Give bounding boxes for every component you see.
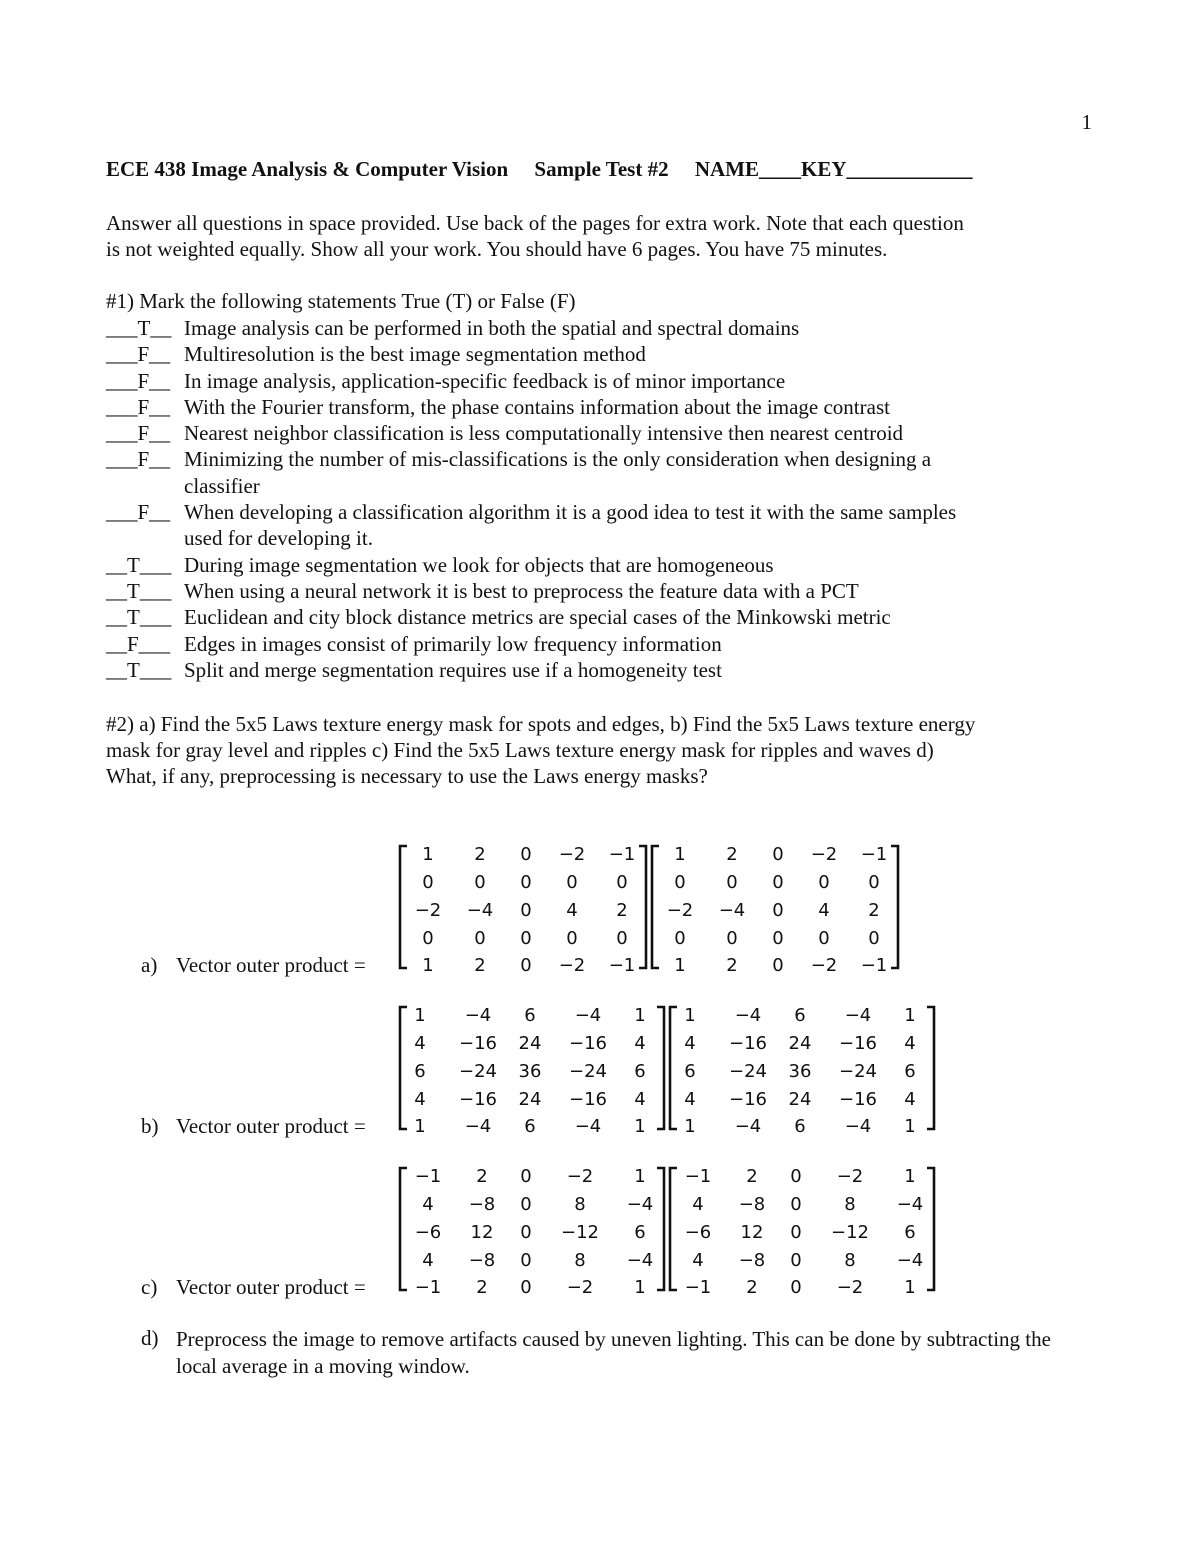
matrix-cell: 6: [634, 1061, 646, 1082]
matrix-cell: 6: [524, 1116, 536, 1137]
matrix-cell: 0: [674, 872, 686, 893]
matrix-cell: 0: [772, 928, 784, 949]
matrix-cell: 4: [566, 900, 578, 921]
matrix-cell: 2: [746, 1277, 758, 1298]
tf-statement-line: Minimizing the number of mis-classifications is the only consideration when designing a: [184, 447, 932, 472]
matrix-cell: −4: [734, 1005, 762, 1026]
tf-answer-mark: ___F__: [106, 500, 171, 525]
matrix-right-bracket: [657, 1168, 664, 1290]
matrix-cell: 0: [818, 928, 830, 949]
matrix-cell: 2: [746, 1166, 758, 1187]
matrix-cell: −24: [729, 1061, 767, 1082]
matrix-cell: 0: [566, 928, 578, 949]
matrix-cell: 0: [772, 900, 784, 921]
matrix-cell: 1: [904, 1005, 916, 1026]
matrix-cell: 6: [794, 1116, 806, 1137]
matrix-cell: 1: [674, 844, 686, 865]
matrix-left-bracket: [400, 846, 407, 968]
matrix-cell: 0: [566, 872, 578, 893]
matrix-cell: −1: [414, 1166, 442, 1187]
matrix-cell: 0: [520, 1277, 532, 1298]
tf-answer-mark: ___F__: [106, 342, 171, 367]
matrix-cell: −16: [459, 1089, 497, 1110]
matrix-cell: −2: [558, 844, 586, 865]
matrix-cell: −2: [810, 955, 838, 976]
matrix-cell: 2: [616, 900, 628, 921]
matrix-cell: 12: [470, 1222, 494, 1243]
part-c-text: Vector outer product =: [176, 1275, 366, 1299]
matrix-cell: −4: [626, 1250, 654, 1271]
part-a-label: a): [141, 953, 158, 977]
matrix-cell: −1: [684, 1166, 712, 1187]
matrix-cell: −24: [569, 1061, 607, 1082]
matrix-cell: 0: [422, 872, 434, 893]
question-2-line: mask for gray level and ripples c) Find the 5x5 Laws texture energy mask for ripples and waves d): [106, 738, 934, 762]
matrix-cell: −1: [684, 1277, 712, 1298]
matrix-cell: −1: [414, 1277, 442, 1298]
matrix-cell: −2: [810, 844, 838, 865]
matrix-right-bracket: [639, 846, 646, 968]
instructions-line: Answer all questions in space provided. Use back of the pages for extra work. Note that each question: [106, 211, 964, 235]
matrix-cell: 1: [904, 1166, 916, 1187]
matrix-cell: −12: [561, 1222, 599, 1243]
tf-statement-line: Edges in images consist of primarily low frequency information: [184, 631, 722, 656]
matrix-cell: 12: [740, 1222, 764, 1243]
matrix-right-bracket: [657, 1007, 664, 1129]
matrix-left-bracket: [400, 1168, 407, 1290]
matrix-cell: 6: [904, 1222, 916, 1243]
instructions-line: is not weighted equally. Show all your work. You should have 6 pages. You have 75 minutes.: [106, 237, 888, 261]
matrix-cell: 0: [772, 872, 784, 893]
matrix-cell: 4: [692, 1194, 704, 1215]
matrix-cell: −6: [414, 1222, 442, 1243]
matrix-cell: 0: [726, 872, 738, 893]
matrix-cell: 1: [634, 1116, 646, 1137]
matrix-cell: 1: [904, 1116, 916, 1137]
matrix-cell: −2: [414, 900, 442, 921]
matrix-cell: −4: [844, 1005, 872, 1026]
part-d-label: d): [141, 1326, 159, 1350]
tf-item: [106, 341, 956, 367]
matrix-cell: 0: [674, 928, 686, 949]
matrix-cell: 0: [616, 872, 628, 893]
matrix-cell: 1: [634, 1005, 646, 1026]
matrix-cell: 0: [520, 1194, 532, 1215]
tf-answer-mark: ___F__: [106, 368, 171, 393]
tf-item: [106, 657, 956, 683]
tf-statement-line: Split and merge segmentation requires use if a homogeneity test: [184, 657, 722, 682]
matrix-cell: −8: [738, 1194, 766, 1215]
matrix-cell: −2: [566, 1166, 594, 1187]
matrix-cell: 0: [868, 928, 880, 949]
matrix-cell: 2: [476, 1166, 488, 1187]
matrix-cell: 1: [634, 1166, 646, 1187]
matrix-cell: 0: [790, 1222, 802, 1243]
matrix-cell: 6: [414, 1061, 426, 1082]
matrix-cell: −4: [896, 1250, 924, 1271]
matrix-right-bracket: [927, 1007, 934, 1129]
matrix-cell: 0: [772, 955, 784, 976]
tf-answer-mark: __T___: [106, 657, 172, 682]
matrix-cell: −4: [574, 1116, 602, 1137]
matrix-cell: 4: [422, 1194, 434, 1215]
matrix-cell: −1: [860, 955, 888, 976]
matrix-cell: −24: [459, 1061, 497, 1082]
matrix-cell: 4: [904, 1033, 916, 1054]
instructions: [106, 210, 964, 262]
matrix-cell: 1: [904, 1277, 916, 1298]
part-c-label: c): [141, 1275, 158, 1299]
matrix-cell: 24: [518, 1033, 542, 1054]
tf-answer-mark: ___F__: [106, 421, 171, 446]
matrix-cell: 6: [794, 1005, 806, 1026]
matrix-cell: −2: [666, 900, 694, 921]
tf-answer-mark: ___T__: [106, 316, 172, 340]
matrix-cell: 0: [520, 955, 532, 976]
matrix-cell: 0: [616, 928, 628, 949]
tf-answer-mark: ___F__: [106, 447, 171, 472]
matrix-cell: 0: [474, 872, 486, 893]
tf-item: [106, 552, 956, 578]
matrix-cell: 1: [422, 955, 434, 976]
matrix-cell: 8: [574, 1250, 586, 1271]
matrix-cell: −16: [729, 1033, 767, 1054]
matrix-cell: 1: [414, 1116, 426, 1137]
matrix-cell: 0: [520, 928, 532, 949]
matrix-cell: 4: [414, 1033, 426, 1054]
matrix-left-bracket: [652, 846, 659, 968]
matrix-cell: 4: [818, 900, 830, 921]
part-a-text: Vector outer product =: [176, 953, 366, 977]
tf-item: [106, 631, 956, 657]
exam-header: ECE 438 Image Analysis & Computer Vision Sample Test #2 NAME____KEY____________: [106, 157, 973, 181]
matrix-cell: −4: [734, 1116, 762, 1137]
tf-item: [106, 315, 956, 341]
matrix-cell: 36: [788, 1061, 812, 1082]
tf-statement-line: Euclidean and city block distance metrics are special cases of the Minkowski metric: [184, 605, 891, 630]
matrix-cell: 4: [904, 1089, 916, 1110]
matrix-cell: −16: [569, 1089, 607, 1110]
matrix-cell: −4: [718, 900, 746, 921]
tf-answer-mark: __T___: [106, 605, 172, 630]
matrix-cell: 2: [474, 955, 486, 976]
matrix-cell: −4: [574, 1005, 602, 1026]
matrix-cell: 4: [414, 1089, 426, 1110]
matrix-cell: 24: [788, 1089, 812, 1110]
tf-item: [106, 446, 956, 499]
tf-item: [106, 578, 956, 604]
matrix-cell: 1: [684, 1005, 696, 1026]
matrix-cell: 0: [474, 928, 486, 949]
tf-answer-mark: ___F__: [106, 394, 171, 419]
matrix-cell: −24: [839, 1061, 877, 1082]
part-b-label: b): [141, 1114, 159, 1138]
matrix-cell: −16: [729, 1089, 767, 1110]
tf-statement-line: Image analysis can be performed in both the spatial and spectral domains: [184, 316, 800, 340]
tf-answer-mark: __T___: [106, 578, 172, 603]
matrix-cell: 0: [520, 1166, 532, 1187]
tf-answer-mark: __F___: [106, 631, 171, 656]
matrix-left-bracket: [400, 1007, 407, 1129]
tf-item: [106, 420, 956, 446]
matrix-cell: 8: [844, 1250, 856, 1271]
matrix-cell: 4: [684, 1089, 696, 1110]
matrix-cell: 0: [790, 1250, 802, 1271]
matrix-cell: 6: [684, 1061, 696, 1082]
matrix-cell: 2: [726, 844, 738, 865]
tf-item: [106, 499, 956, 552]
matrix-cell: −8: [468, 1194, 496, 1215]
tf-statement-line: During image segmentation we look for objects that are homogeneous: [184, 552, 774, 577]
tf-statement-line: used for developing it.: [184, 526, 373, 551]
matrix-cell: 0: [520, 1222, 532, 1243]
part-b-text: Vector outer product =: [176, 1114, 366, 1138]
matrix-cell: −4: [464, 1005, 492, 1026]
matrix-cell: 4: [634, 1033, 646, 1054]
tf-statement-line: classifier: [184, 473, 260, 498]
matrix-cell: 2: [726, 955, 738, 976]
matrix-cell: 0: [520, 900, 532, 921]
question-2-line: What, if any, preprocessing is necessary to use the Laws energy masks?: [106, 764, 708, 788]
matrix-cell: −4: [466, 900, 494, 921]
matrix-cell: −1: [860, 844, 888, 865]
matrix-cell: 0: [868, 872, 880, 893]
tf-statement-line: When using a neural network it is best to preprocess the feature data with a PCT: [184, 578, 859, 603]
matrix-cell: −4: [844, 1116, 872, 1137]
true-false-list: [106, 315, 956, 683]
tf-item: [106, 368, 956, 394]
tf-statement-line: Nearest neighbor classification is less computationally intensive then nearest centroid: [184, 421, 904, 446]
question-1-heading: #1) Mark the following statements True (T) or False (F): [106, 289, 576, 313]
matrix-cell: 1: [414, 1005, 426, 1026]
matrix-cell: 4: [692, 1250, 704, 1271]
matrix-cell: −16: [459, 1033, 497, 1054]
matrix-cell: 2: [868, 900, 880, 921]
matrix-cell: 0: [772, 844, 784, 865]
tf-statement-line: Multiresolution is the best image segmentation method: [184, 342, 646, 367]
matrix-cell: 0: [520, 844, 532, 865]
question-2-line: #2) a) Find the 5x5 Laws texture energy mask for spots and edges, b) Find the 5x5 Laws texture energy: [106, 712, 976, 736]
matrix-cell: 1: [674, 955, 686, 976]
matrix-cell: 0: [818, 872, 830, 893]
matrix-cell: −1: [608, 955, 636, 976]
tf-item: [106, 394, 956, 420]
matrix-cell: −16: [839, 1089, 877, 1110]
matrix-cell: −2: [558, 955, 586, 976]
matrix-cell: 6: [524, 1005, 536, 1026]
matrix-cell: 0: [520, 872, 532, 893]
matrix-cell: 0: [726, 928, 738, 949]
matrix-cell: 2: [476, 1277, 488, 1298]
part-c-matrix-product: [390, 1164, 930, 1298]
matrix-cell: −6: [684, 1222, 712, 1243]
matrix-cell: −8: [468, 1250, 496, 1271]
matrix-cell: 8: [574, 1194, 586, 1215]
matrix-cell: 36: [518, 1061, 542, 1082]
matrix-cell: −16: [839, 1033, 877, 1054]
tf-statement-line: In image analysis, application-specific feedback is of minor importance: [184, 368, 786, 393]
matrix-cell: −4: [896, 1194, 924, 1215]
part-b-matrix-product: [390, 1003, 916, 1137]
matrix-right-bracket: [927, 1168, 934, 1290]
matrix-left-bracket: [670, 1007, 677, 1129]
matrix-cell: −2: [836, 1166, 864, 1187]
matrix-cell: 4: [634, 1089, 646, 1110]
page-number: 1: [1081, 110, 1092, 134]
matrix-cell: 0: [422, 928, 434, 949]
matrix-cell: 8: [844, 1194, 856, 1215]
matrix-cell: 6: [634, 1222, 646, 1243]
matrix-cell: 1: [422, 844, 434, 865]
question-2-text: [106, 711, 975, 789]
matrix-cell: −12: [831, 1222, 869, 1243]
matrix-cell: −2: [566, 1277, 594, 1298]
matrix-cell: 2: [474, 844, 486, 865]
part-a-matrix-product: [390, 842, 910, 976]
matrix-cell: −16: [569, 1033, 607, 1054]
matrix-cell: −4: [464, 1116, 492, 1137]
tf-statement-line: With the Fourier transform, the phase contains information about the image contrast: [184, 394, 890, 419]
matrix-cell: 24: [518, 1089, 542, 1110]
matrix-cell: 4: [422, 1250, 434, 1271]
matrix-cell: 1: [634, 1277, 646, 1298]
matrix-left-bracket: [670, 1168, 677, 1290]
matrix-cell: −8: [738, 1250, 766, 1271]
matrix-cell: 24: [788, 1033, 812, 1054]
tf-answer-mark: __T___: [106, 552, 172, 577]
matrix-cell: −1: [608, 844, 636, 865]
matrix-cell: 4: [684, 1033, 696, 1054]
matrix-cell: −2: [836, 1277, 864, 1298]
matrix-cell: 0: [790, 1166, 802, 1187]
matrix-cell: 6: [904, 1061, 916, 1082]
matrix-right-bracket: [891, 846, 898, 968]
tf-item: [106, 604, 956, 630]
matrix-cell: −4: [626, 1194, 654, 1215]
matrix-cell: 1: [684, 1116, 696, 1137]
matrix-cell: 0: [790, 1277, 802, 1298]
tf-statement-line: When developing a classification algorithm it is a good idea to test it with the same samples: [184, 500, 957, 525]
matrix-cell: 0: [790, 1194, 802, 1215]
matrix-cell: 0: [520, 1250, 532, 1271]
part-d-answer: Preprocess the image to remove artifacts caused by uneven lighting. This can be done by subtracting the local average in a moving window.: [176, 1327, 1051, 1378]
